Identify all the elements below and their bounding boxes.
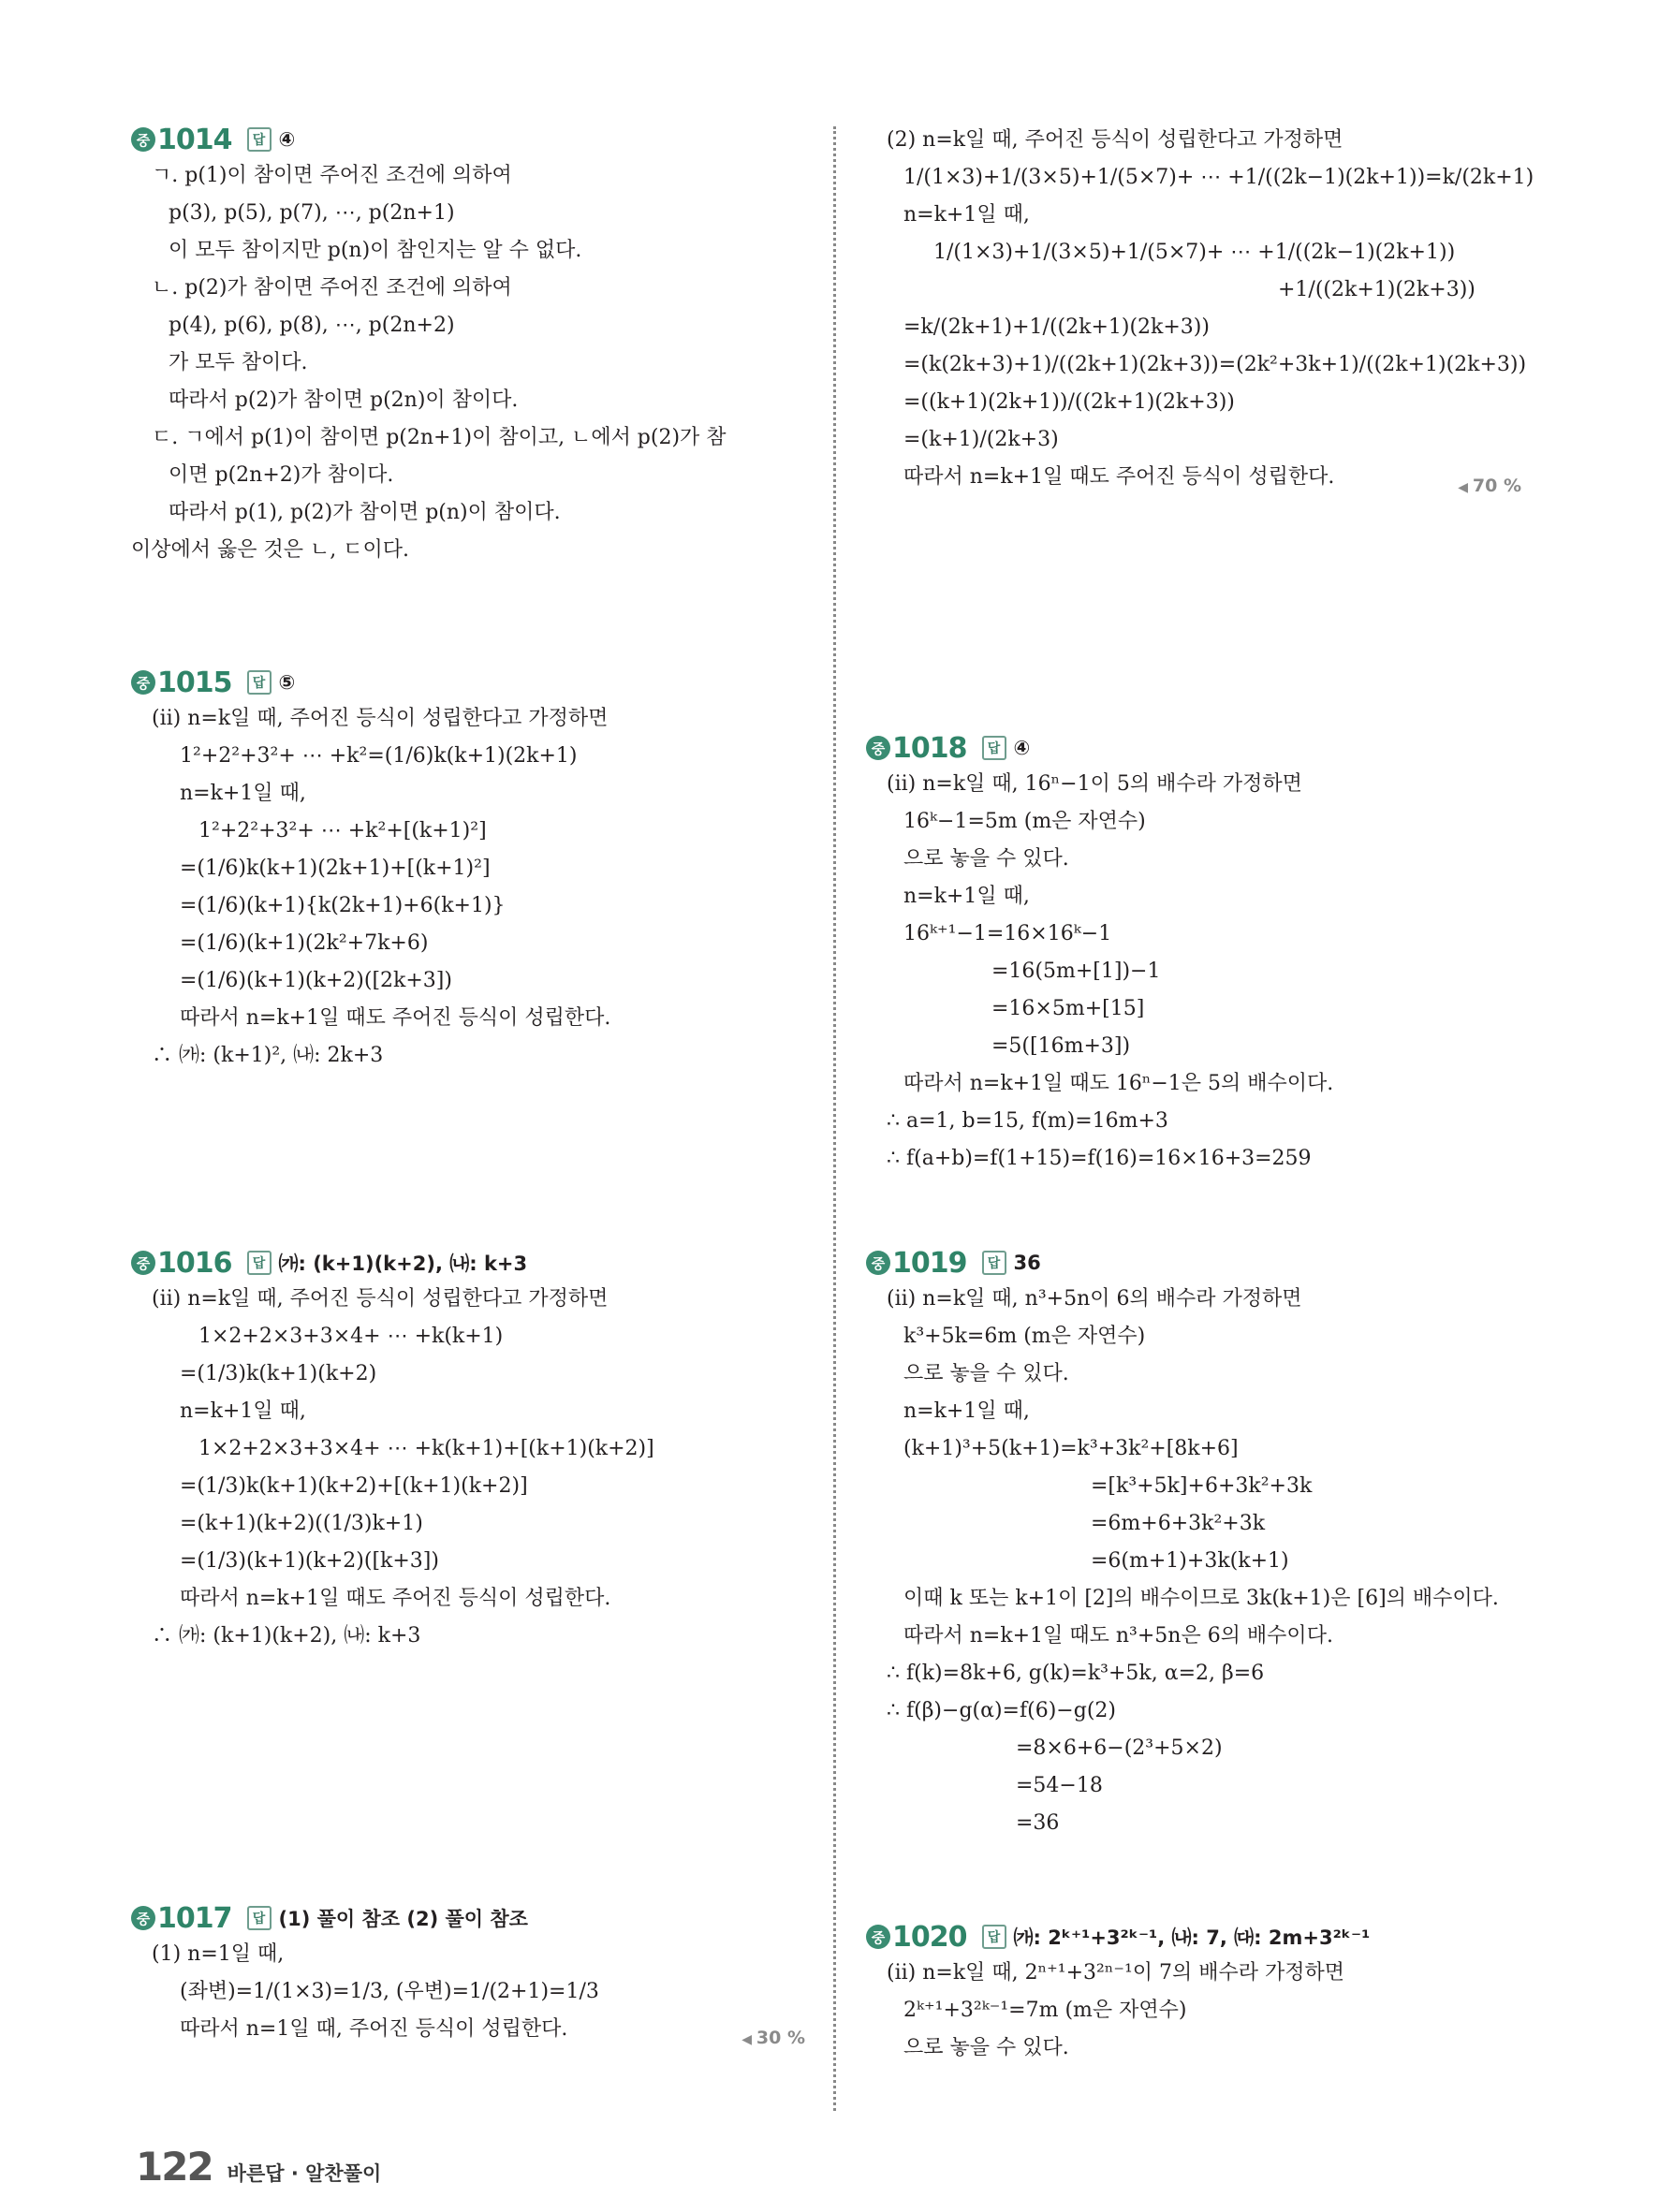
problem-1020	[866, 1919, 1521, 2067]
difficulty-badge: 중	[131, 127, 155, 152]
problem-header	[131, 1900, 805, 1936]
answer-value: ㈎: (k+1)(k+2), ㈏: k+3	[278, 1252, 528, 1275]
solution-line: =(1/6)k(k+1)(2k+1)+[(k+1)²]	[180, 857, 491, 880]
problem-header	[131, 1245, 805, 1281]
solution-line: 따라서 n=k+1일 때도 주어진 등식이 성립한다.	[180, 1587, 611, 1610]
solution-line: =(1/3)(k+1)(k+2)([k+3])	[180, 1549, 439, 1573]
solution-line: +1/((2k+1)(2k+3))	[1278, 278, 1475, 301]
solution-line: 2ᵏ⁺¹+3²ᵏ⁻¹=7m (m은 자연수)	[903, 1999, 1187, 2022]
problem-1015	[131, 665, 805, 1075]
solution-line: =(k(2k+3)+1)/((2k+1)(2k+3))=(2k²+3k+1)/((2k+1)(2k+3))	[903, 353, 1527, 376]
solution-line: 가 모두 참이다.	[169, 351, 308, 374]
solution-line: 이상에서 옳은 것은 ㄴ, ㄷ이다.	[131, 538, 409, 562]
solution-line: 이때 k 또는 k+1이 [2]의 배수이므로 3k(k+1)은 [6]의 배수이다.	[903, 1587, 1499, 1610]
solution-line: p(3), p(5), p(7), ⋯, p(2n+1)	[169, 201, 455, 225]
solution-line: ∴ f(β)−g(α)=f(6)−g(2)	[887, 1699, 1116, 1722]
solution-line: ∴ f(k)=8k+6, g(k)=k³+5k, α=2, β=6	[887, 1662, 1265, 1685]
solution-line: n=k+1일 때,	[180, 782, 306, 805]
solution-line	[131, 2011, 805, 2048]
answer-icon: 답	[982, 1925, 1006, 1949]
problem-header	[866, 1245, 1521, 1281]
solution-line: 1²+2²+3²+ ⋯ +k²=(1/6)k(k+1)(2k+1)	[180, 744, 578, 768]
solution-line: 이면 p(2n+2)가 참이다.	[169, 463, 394, 487]
solution-line: =54−18	[1016, 1774, 1103, 1797]
solution-line: (좌변)=1/(1×3)=1/3, (우변)=1/(2+1)=1/3	[180, 1980, 599, 2003]
problem-1016	[131, 1245, 805, 1655]
solution-line: 1×2+2×3+3×4+ ⋯ +k(k+1)	[198, 1325, 504, 1348]
difficulty-badge: 중	[131, 670, 155, 695]
answer-icon: 답	[247, 127, 272, 152]
answer-value: 36	[1013, 1252, 1041, 1274]
solution-line: (ⅱ) n=k일 때, 16ⁿ−1이 5의 배수라 가정하면	[887, 772, 1302, 796]
answer-icon: 답	[247, 1251, 272, 1275]
solution-line: =6m+6+3k²+3k	[1091, 1512, 1266, 1535]
column-divider	[833, 126, 836, 2111]
problem-number: 1015	[157, 666, 232, 699]
solution-line: 이 모두 참이지만 p(n)이 참인지는 알 수 없다.	[169, 239, 582, 262]
problem-header	[866, 1919, 1521, 1955]
answer-icon: 답	[982, 736, 1006, 760]
difficulty-badge: 중	[866, 1251, 890, 1275]
solution-line: =((k+1)(2k+1))/((2k+1)(2k+3))	[903, 390, 1235, 414]
solution-line: =(k+1)(k+2)((1/3)k+1)	[180, 1512, 423, 1535]
answer-icon: 답	[247, 670, 272, 695]
solution-line: =(1/6)(k+1)(k+2)([2k+3])	[180, 969, 452, 992]
solution-line: ∴ f(a+b)=f(1+15)=f(16)=16×16+3=259	[887, 1147, 1312, 1170]
answer-value: ④	[1013, 737, 1031, 759]
solution-line: ∴ a=1, b=15, f(m)=16m+3	[887, 1109, 1168, 1133]
solution-line: ㄷ. ㄱ에서 p(1)이 참이면 p(2n+1)이 참이고, ㄴ에서 p(2)가 참	[152, 426, 727, 449]
solution-line: =[k³+5k]+6+3k²+3k	[1091, 1474, 1313, 1498]
correct-rate: ◀ 70 %	[1458, 476, 1521, 496]
problem-1017	[131, 1900, 805, 2048]
solution-line: =(1/6)(k+1){k(2k+1)+6(k+1)}	[180, 894, 506, 917]
difficulty-badge: 중	[131, 1906, 155, 1930]
solution-line: ∴ ㈎: (k+1)², ㈏: 2k+3	[152, 1044, 384, 1067]
solution-line: n=k+1일 때,	[903, 885, 1030, 908]
solution-line: ∴ ㈎: (k+1)(k+2), ㈏: k+3	[152, 1624, 421, 1648]
problem-header	[866, 730, 1521, 766]
solution-line: (1) n=1일 때,	[152, 1942, 285, 1966]
solution-line: 따라서 n=k+1일 때도 주어진 등식이 성립한다.	[180, 1006, 611, 1030]
problem-1019	[866, 1245, 1521, 1842]
solution-line: 따라서 p(2)가 참이면 p(2n)이 참이다.	[169, 388, 519, 412]
problem-header	[131, 122, 805, 157]
problem-number: 1018	[892, 731, 967, 765]
solution-line: =5([16m+3])	[991, 1034, 1131, 1058]
solution-line: ㄴ. p(2)가 참이면 주어진 조건에 의하여	[152, 276, 512, 300]
solution-line: p(4), p(6), p(8), ⋯, p(2n+2)	[169, 314, 455, 337]
solution-line: (ⅱ) n=k일 때, n³+5n이 6의 배수라 가정하면	[887, 1287, 1302, 1311]
solution-line: 따라서 n=k+1일 때도 n³+5n은 6의 배수이다.	[903, 1624, 1333, 1648]
solution-line: (ⅱ) n=k일 때, 주어진 등식이 성립한다고 가정하면	[152, 707, 609, 730]
answer-value: ㈎: 2ᵏ⁺¹+3²ᵏ⁻¹, ㈏: 7, ㈐: 2m+3²ᵏ⁻¹	[1013, 1926, 1371, 1949]
footer-title: 바른답 · 알찬풀이	[227, 2162, 382, 2185]
solution-line: =16×5m+[15]	[991, 997, 1145, 1020]
solution-line: (ⅱ) n=k일 때, 2ⁿ⁺¹+3²ⁿ⁻¹이 7의 배수라 가정하면	[887, 1961, 1345, 1985]
solution-line: =k/(2k+1)+1/((2k+1)(2k+3))	[903, 315, 1210, 339]
page-number: 122	[136, 2144, 213, 2190]
solution-line: 으로 놓을 수 있다.	[903, 2036, 1069, 2059]
problem-number: 1017	[157, 1901, 232, 1935]
solution-line: =(k+1)/(2k+3)	[903, 428, 1059, 451]
answer-value: (1) 풀이 참조 (2) 풀이 참조	[278, 1908, 528, 1930]
problem-number: 1016	[157, 1246, 232, 1280]
difficulty-badge: 중	[131, 1251, 155, 1275]
correct-rate: ◀ 30 %	[741, 2028, 805, 2048]
difficulty-badge: 중	[866, 736, 890, 760]
solution-line: 16ᵏ−1=5m (m은 자연수)	[903, 810, 1146, 833]
solution-line: (2) n=k일 때, 주어진 등식이 성립한다고 가정하면	[887, 128, 1343, 152]
solution-line: k³+5k=6m (m은 자연수)	[903, 1325, 1146, 1348]
solution-line: =8×6+6−(2³+5×2)	[1016, 1736, 1223, 1760]
solution-line: ㄱ. p(1)이 참이면 주어진 조건에 의하여	[152, 164, 512, 187]
problem-1014	[131, 122, 805, 569]
problem-number: 1019	[892, 1246, 967, 1280]
solution-line: 1×2+2×3+3×4+ ⋯ +k(k+1)+[(k+1)(k+2)]	[198, 1437, 654, 1460]
page-footer	[136, 2144, 381, 2190]
solution-line: n=k+1일 때,	[903, 203, 1030, 227]
problem-number: 1014	[157, 123, 232, 156]
solution-line: 따라서 p(1), p(2)가 참이면 p(n)이 참이다.	[169, 501, 561, 524]
solution-line: 1/(1×3)+1/(3×5)+1/(5×7)+ ⋯ +1/((2k−1)(2k+1))=k/(2k+1)	[903, 166, 1534, 189]
solution-line: =16(5m+[1])−1	[991, 960, 1161, 983]
answer-value: ④	[278, 128, 296, 151]
problem-1017-part2	[866, 122, 1534, 496]
solution-line: (ⅱ) n=k일 때, 주어진 등식이 성립한다고 가정하면	[152, 1287, 609, 1311]
answer-icon: 답	[247, 1906, 272, 1930]
solution-line: 으로 놓을 수 있다.	[903, 847, 1069, 871]
solution-line: 1/(1×3)+1/(3×5)+1/(5×7)+ ⋯ +1/((2k−1)(2k+1))	[933, 241, 1456, 264]
solution-text: 따라서 n=k+1일 때도 주어진 등식이 성립한다.	[903, 465, 1335, 489]
solution-line: =(1/3)k(k+1)(k+2)	[180, 1362, 377, 1385]
solution-line: =(1/6)(k+1)(2k²+7k+6)	[180, 931, 429, 955]
solution-line	[866, 459, 1521, 496]
solution-text: 따라서 n=1일 때, 주어진 등식이 성립한다.	[180, 2017, 568, 2041]
solution-line: 으로 놓을 수 있다.	[903, 1362, 1069, 1385]
difficulty-badge: 중	[866, 1925, 890, 1949]
solution-line: n=k+1일 때,	[180, 1399, 306, 1423]
solution-line: n=k+1일 때,	[903, 1399, 1030, 1423]
answer-value: ⑤	[278, 671, 296, 694]
solution-line: =6(m+1)+3k(k+1)	[1091, 1549, 1289, 1573]
answer-icon: 답	[982, 1251, 1006, 1275]
problem-number: 1020	[892, 1920, 967, 1954]
solution-line: 1²+2²+3²+ ⋯ +k²+[(k+1)²]	[198, 819, 487, 842]
solution-line: =36	[1016, 1811, 1060, 1835]
solution-line: (k+1)³+5(k+1)=k³+3k²+[8k+6]	[903, 1437, 1239, 1460]
problem-header	[131, 665, 805, 700]
solution-line: =(1/3)k(k+1)(k+2)+[(k+1)(k+2)]	[180, 1474, 528, 1498]
problem-1018	[866, 730, 1521, 1178]
solution-line: 16ᵏ⁺¹−1=16×16ᵏ−1	[903, 922, 1112, 945]
solution-line: 따라서 n=k+1일 때도 16ⁿ−1은 5의 배수이다.	[903, 1072, 1334, 1095]
